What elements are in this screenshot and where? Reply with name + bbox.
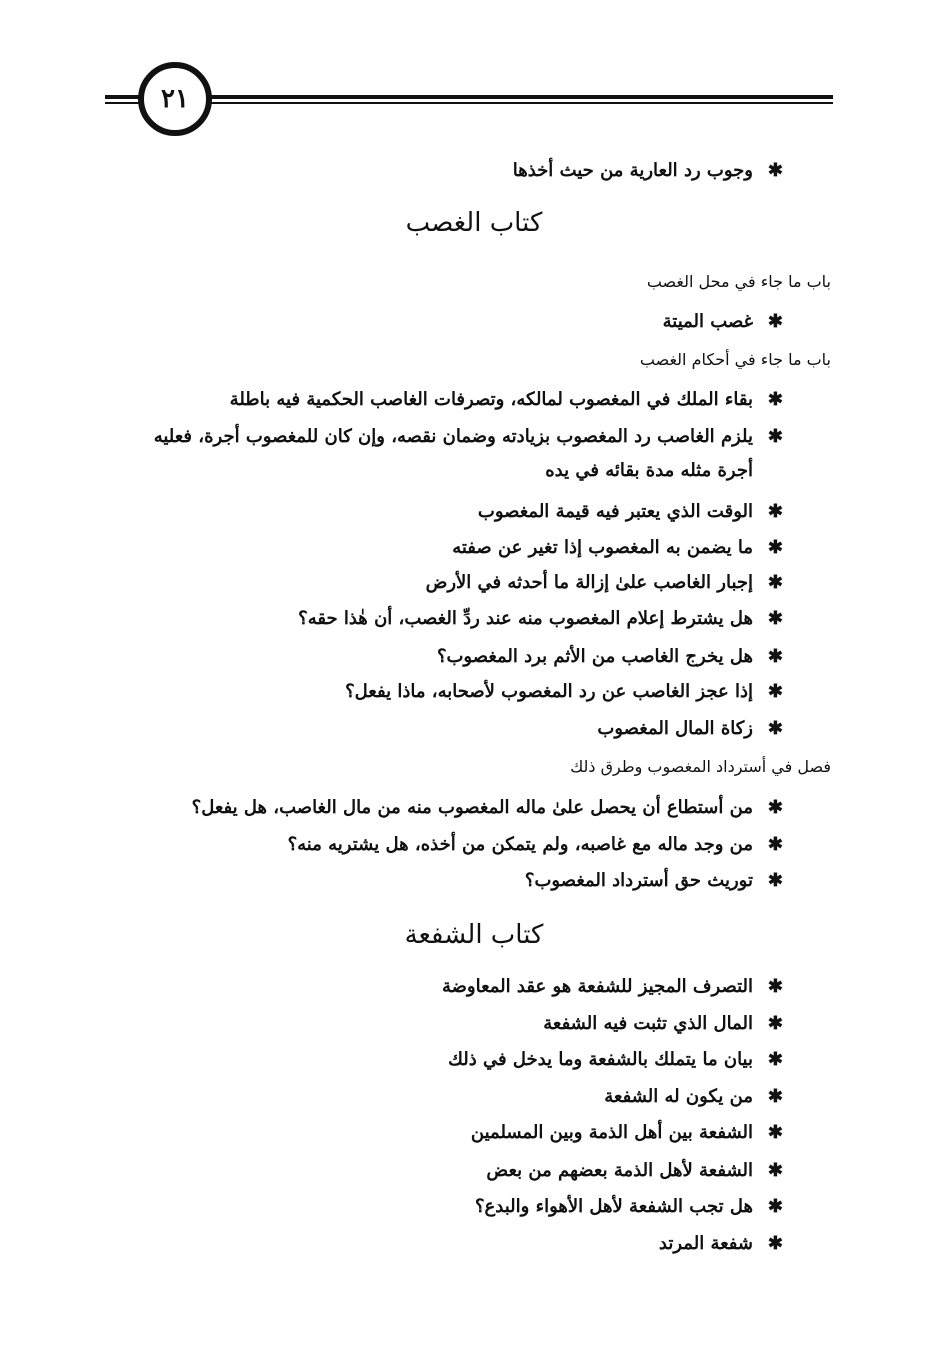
list-item: ✱الوقت الذي يعتبر فيه قيمة المغصوب bbox=[478, 497, 783, 527]
asterisk-bullet-icon: ✱ bbox=[767, 1196, 783, 1217]
asterisk-bullet-icon: ✱ bbox=[767, 1013, 783, 1034]
asterisk-bullet-icon: ✱ bbox=[767, 608, 783, 629]
list-item: ✱توريث حق أسترداد المغصوب؟ bbox=[525, 866, 783, 896]
asterisk-bullet-icon: ✱ bbox=[767, 1049, 783, 1070]
asterisk-bullet-icon: ✱ bbox=[767, 718, 783, 739]
asterisk-bullet-icon: ✱ bbox=[767, 976, 783, 997]
asterisk-bullet-icon: ✱ bbox=[767, 426, 783, 447]
list-item: ✱غصب الميتة bbox=[663, 307, 783, 337]
list-item: ✱من يكون له الشفعة bbox=[604, 1082, 783, 1112]
list-item: ✱الشفعة بين أهل الذمة وبين المسلمين bbox=[471, 1118, 783, 1148]
book-title-ghasb: كتاب الغصب bbox=[405, 208, 543, 238]
asterisk-bullet-icon: ✱ bbox=[767, 1086, 783, 1107]
asterisk-bullet-icon: ✱ bbox=[767, 537, 783, 558]
page-number: ٢١ bbox=[161, 84, 189, 114]
asterisk-bullet-icon: ✱ bbox=[767, 389, 783, 410]
asterisk-bullet-icon: ✱ bbox=[767, 160, 783, 181]
list-item: ✱التصرف المجيز للشفعة هو عقد المعاوضة bbox=[442, 972, 783, 1002]
list-item: ✱بقاء الملك في المغصوب لمالكه، وتصرفات الغاصب الحكمية فيه باطلة bbox=[230, 385, 783, 415]
list-item: ✱زكاة المال المغصوب bbox=[597, 714, 783, 744]
asterisk-bullet-icon: ✱ bbox=[767, 1233, 783, 1254]
asterisk-bullet-icon: ✱ bbox=[767, 646, 783, 667]
asterisk-bullet-icon: ✱ bbox=[767, 501, 783, 522]
chapter-heading: باب ما جاء في أحكام الغصب bbox=[639, 350, 831, 369]
book-title-shufah: كتاب الشفعة bbox=[404, 920, 544, 950]
section-heading: فصل في أسترداد المغصوب وطرق ذلك bbox=[570, 757, 831, 776]
list-item: ✱هل يخرج الغاصب من الأثم برد المغصوب؟ bbox=[437, 642, 783, 672]
list-item: ✱إجبار الغاصب علىٰ إزالة ما أحدثه في الأرض bbox=[426, 568, 783, 598]
asterisk-bullet-icon: ✱ bbox=[767, 1160, 783, 1181]
list-item: ✱يلزم الغاصب رد المغصوب بزيادته وضمان نقصه، وإن كان للمغصوب أجرة، فعليه أجرة مثله مدة بقائه في يده bbox=[93, 420, 783, 488]
list-item: ✱وجوب رد العارية من حيث أخذها bbox=[513, 156, 783, 186]
list-item: ✱شفعة المرتد bbox=[659, 1229, 783, 1259]
asterisk-bullet-icon: ✱ bbox=[767, 681, 783, 702]
asterisk-bullet-icon: ✱ bbox=[767, 1122, 783, 1143]
chapter-heading: باب ما جاء في محل الغصب bbox=[646, 272, 831, 291]
list-item: ✱إذا عجز الغاصب عن رد المغصوب لأصحابه، ماذا يفعل؟ bbox=[345, 677, 783, 707]
list-item: ✱من وجد ماله مع غاصبه، ولم يتمكن من أخذه، هل يشتريه منه؟ bbox=[288, 830, 783, 860]
list-item: ✱ما يضمن به المغصوب إذا تغير عن صفته bbox=[452, 533, 783, 563]
list-item: ✱الشفعة لأهل الذمة بعضهم من بعض bbox=[486, 1156, 783, 1186]
list-item: ✱بيان ما يتملك بالشفعة وما يدخل في ذلك bbox=[448, 1045, 783, 1075]
asterisk-bullet-icon: ✱ bbox=[767, 797, 783, 818]
asterisk-bullet-icon: ✱ bbox=[767, 834, 783, 855]
list-item: ✱المال الذي تثبت فيه الشفعة bbox=[543, 1009, 783, 1039]
list-item: ✱هل تجب الشفعة لأهل الأهواء والبدع؟ bbox=[475, 1192, 783, 1222]
asterisk-bullet-icon: ✱ bbox=[767, 311, 783, 332]
asterisk-bullet-icon: ✱ bbox=[767, 870, 783, 891]
list-item: ✱هل يشترط إعلام المغصوب منه عند ردِّ الغصب، أن هٰذا حقه؟ bbox=[298, 604, 783, 634]
list-item-continuation: أجرة مثله مدة بقائه في يده bbox=[545, 460, 753, 481]
list-item: ✱من أستطاع أن يحصل علىٰ ماله المغصوب منه من مال الغاصب، هل يفعل؟ bbox=[192, 793, 783, 823]
asterisk-bullet-icon: ✱ bbox=[767, 572, 783, 593]
